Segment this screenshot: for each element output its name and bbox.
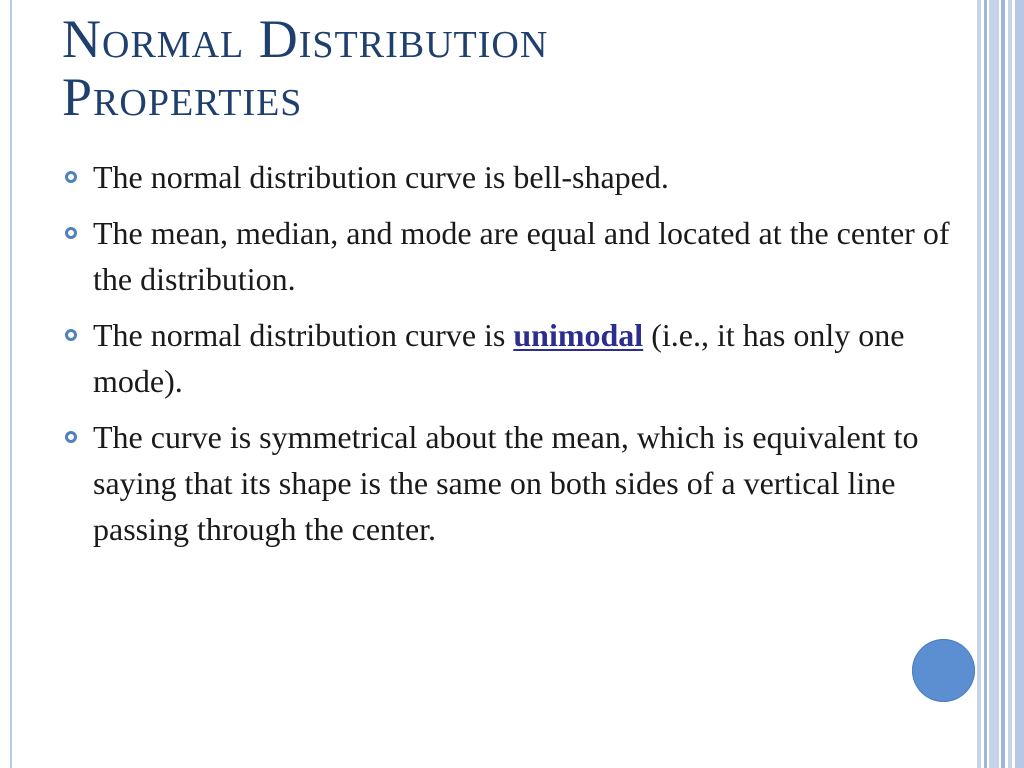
left-border-line xyxy=(10,0,12,768)
bullet-item xyxy=(62,312,962,404)
border-stripe xyxy=(1015,0,1024,768)
border-stripe xyxy=(984,0,987,768)
slide-title-line-1: Normal Distribution xyxy=(62,9,549,69)
slide-title xyxy=(62,10,962,126)
border-stripe xyxy=(977,0,981,768)
bullet-text: The mean, median, and mode are equal and located at the center of the distribution. xyxy=(93,215,950,297)
border-stripe xyxy=(989,0,999,768)
bullet-circle-icon xyxy=(65,171,77,183)
bullet-text-after: (i.e., it has only one mode). xyxy=(93,317,905,399)
border-stripe xyxy=(1001,0,1005,768)
right-border-decoration xyxy=(975,0,1024,768)
bullet-text: The curve is symmetrical about the mean, which is equivalent to saying that its shape is the same on both sides of a vertical line passing through the center. xyxy=(93,419,919,547)
slide-title-line-2: Properties xyxy=(62,67,303,127)
border-stripe xyxy=(1008,0,1012,768)
bullet-circle-icon xyxy=(65,329,77,341)
unimodal-highlight: unimodal xyxy=(513,317,644,353)
bullet-text: The normal distribution curve is bell-shaped. xyxy=(93,159,669,195)
bullet-item xyxy=(62,154,962,200)
bullet-circle-icon xyxy=(65,227,77,239)
bullet-item xyxy=(62,414,962,552)
bullet-list xyxy=(62,154,962,562)
accent-circle xyxy=(912,639,975,702)
bullet-circle-icon xyxy=(65,431,77,443)
bullet-text-before: The normal distribution curve is xyxy=(93,317,514,353)
bullet-item xyxy=(62,210,962,302)
